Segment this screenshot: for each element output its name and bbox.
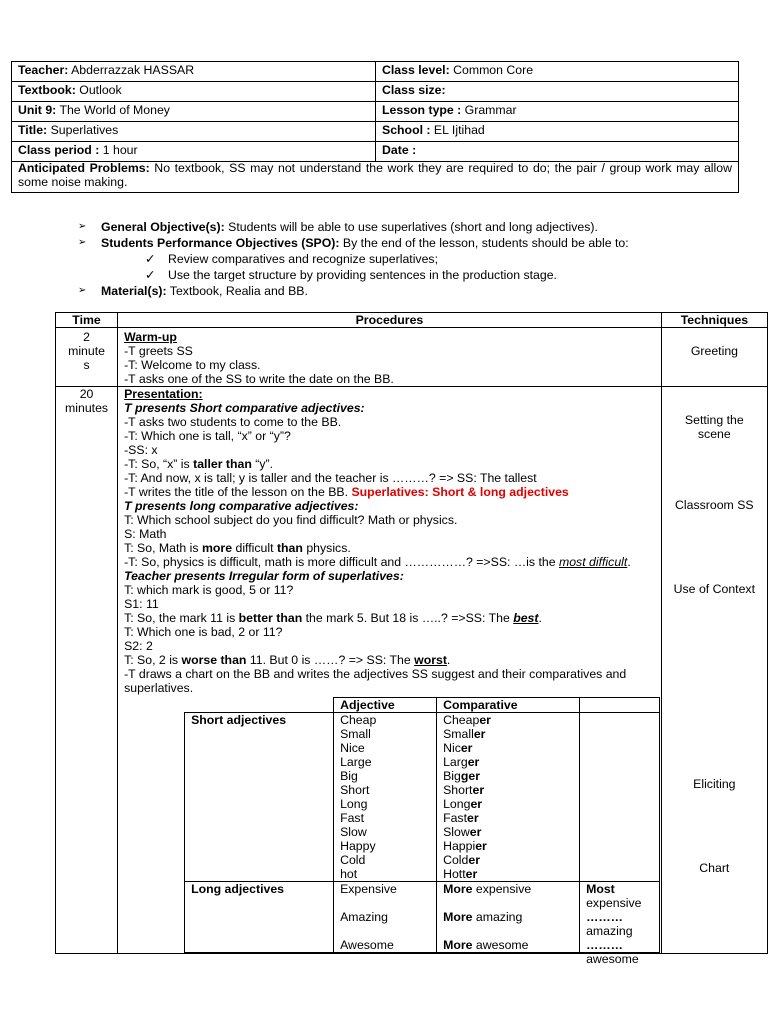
irregular-heading: Teacher presents Irregular form of superlatives:	[124, 569, 404, 583]
line-bold: best	[513, 611, 539, 625]
adjective-item: Expensive	[340, 882, 397, 896]
technique-text: Chart	[699, 861, 730, 875]
teacher-label: Teacher:	[18, 63, 69, 77]
comparative-suffix: er	[469, 825, 482, 839]
line-text: T: So, 2 is	[124, 653, 182, 667]
comparative-item	[443, 825, 573, 839]
comparative-item	[443, 741, 573, 755]
materials	[78, 283, 768, 299]
comparative-stem: Larg	[443, 755, 468, 769]
procedures-column-header: Procedures	[118, 313, 662, 328]
warmup-row	[56, 328, 768, 387]
superlative-text: amazing	[586, 924, 633, 938]
comparative-item	[443, 853, 573, 867]
comparative-suffix: er	[465, 867, 478, 881]
time-text: minute	[68, 344, 105, 358]
procedure-line: T: Which school subject do you find difficult? Math or physics.	[124, 513, 458, 527]
comparative-item	[443, 882, 573, 910]
superlative-text: awesome	[586, 952, 639, 966]
long-superlatives-list	[580, 882, 660, 966]
short-adjectives-heading: T presents Short comparative adjectives:	[124, 401, 365, 415]
lesson-type-value: Grammar	[461, 103, 517, 117]
superlative-item	[586, 882, 653, 910]
spo-item-text: Use the target structure by providing sentences in the production stage.	[168, 268, 557, 282]
line-text: the mark 5. But 18 is …..? =>SS: The	[302, 611, 514, 625]
procedure-line	[118, 541, 661, 555]
spo-item	[78, 267, 768, 283]
line-bold: more	[201, 541, 233, 555]
anticipated-problems-value: No textbook, SS may not understand the work they are required to do; the pair / group work may allow some noise making.	[18, 161, 732, 189]
procedure-line: -T draws a chart on the BB and writes the adjectives SS suggest and their comparatives and	[124, 667, 627, 681]
time-text: s	[83, 358, 90, 372]
adjective-item: Fast	[340, 811, 364, 825]
line-text: “y”.	[251, 457, 274, 471]
time-text: minutes	[65, 401, 109, 415]
objectives-section	[78, 219, 768, 299]
adjective-item: Short	[340, 783, 370, 797]
comparative-suffix: er	[468, 853, 480, 867]
superlative-column-header	[580, 698, 660, 713]
line-text: physics.	[302, 541, 351, 555]
lesson-title-highlight: Superlatives: Short & long adjectives	[351, 485, 569, 499]
school-label: School :	[382, 123, 431, 137]
line-text: -T: So, physics is difficult, math is more difficult and ……………? =>SS: …is the	[124, 555, 559, 569]
procedure-line: T: which mark is good, 5 or 11?	[124, 583, 294, 597]
procedure-line	[118, 555, 661, 569]
comparative-stem: Cold	[443, 853, 469, 867]
more-word: More	[443, 910, 473, 924]
procedures-table	[55, 312, 768, 966]
class-level-value: Common Core	[449, 63, 534, 77]
adjective-item: Nice	[340, 741, 365, 755]
procedure-line: -T asks one of the SS to write the date on the BB.	[124, 372, 394, 386]
comparative-text: amazing	[472, 910, 523, 924]
line-text: difficult	[232, 541, 277, 555]
procedure-line: -T asks two students to come to the BB.	[124, 415, 342, 429]
comparative-item	[443, 867, 573, 881]
comparative-suffix: er	[473, 727, 486, 741]
technique-text: Eliciting	[693, 777, 736, 791]
class-level-label: Class level:	[382, 63, 450, 77]
anticipated-problems-label: Anticipated Problems:	[18, 161, 150, 175]
comparative-stem: Happi	[443, 839, 476, 853]
techniques-column-header: Techniques	[661, 313, 767, 328]
date-cell	[376, 142, 739, 162]
line-bold: taller than	[193, 457, 252, 471]
chart-corner-cell	[185, 698, 334, 713]
spo-text	[101, 235, 629, 251]
comparative-stem: Fast	[443, 811, 467, 825]
class-level-cell	[376, 62, 739, 82]
warmup-heading: Warm-up	[124, 330, 177, 344]
checkmark-icon: ✓	[145, 252, 156, 266]
superlative-text: expensive	[586, 896, 642, 910]
line-text: .	[538, 611, 542, 625]
long-adjectives-list	[334, 882, 437, 953]
adjective-item: Happy	[340, 839, 376, 853]
materials-value: Textbook, Realia and BB.	[166, 284, 308, 298]
comparative-stem: Hott	[443, 867, 466, 881]
class-period-label: Class period :	[18, 143, 100, 157]
adjective-item: Big	[340, 769, 358, 783]
adjective-item: Amazing	[340, 910, 388, 924]
superlative-item	[586, 938, 653, 966]
class-size-label: Class size:	[382, 83, 446, 97]
date-label: Date :	[382, 143, 417, 157]
comparative-item	[443, 727, 573, 741]
comparative-suffix: ger	[460, 769, 480, 783]
unit-label: Unit 9:	[18, 103, 57, 117]
arrow-bullet-icon: ➢	[78, 285, 87, 296]
comparative-suffix: er	[479, 713, 491, 727]
warmup-procedures	[118, 328, 662, 387]
comparative-suffix: er	[460, 741, 473, 755]
comparative-item	[443, 910, 573, 938]
comparative-suffix: er	[467, 811, 479, 825]
adjective-item: Cold	[340, 853, 366, 867]
comparative-text: awesome	[472, 938, 529, 952]
superlative-prefix: ………	[586, 938, 623, 952]
line-text: 11. But 0 is ……? => SS: The	[246, 653, 415, 667]
presentation-techniques	[661, 387, 767, 954]
adjective-item: Slow	[340, 825, 367, 839]
line-bold: worst	[414, 653, 447, 667]
short-superlatives-cell	[580, 713, 660, 882]
procedure-line	[118, 653, 661, 667]
adjective-item: Large	[340, 755, 372, 769]
presentation-time	[56, 387, 118, 954]
adjective-item: Small	[340, 727, 371, 741]
spo-label: Students Performance Objectives (SPO):	[101, 236, 340, 250]
procedure-line: superlatives.	[124, 681, 194, 695]
spo-value: By the end of the lesson, students should be able to:	[339, 236, 629, 250]
teacher-cell	[12, 62, 376, 82]
line-text: -T: So, “x” is	[124, 457, 194, 471]
school-cell	[376, 122, 739, 142]
line-text: .	[446, 653, 451, 667]
lesson-type-cell	[376, 102, 739, 122]
line-bold: than	[276, 541, 303, 555]
technique-text: Classroom SS	[675, 498, 754, 512]
textbook-value: Outlook	[75, 83, 122, 97]
warmup-time	[56, 328, 118, 387]
long-adjectives-label: Long adjectives	[185, 882, 334, 953]
general-objective-value: Students will be able to use superlatives (short and long adjectives).	[224, 220, 598, 234]
title-label: Title:	[18, 123, 48, 137]
school-value: EL Ijtihad	[430, 123, 485, 137]
general-objective-text	[101, 219, 598, 235]
materials-label: Material(s):	[101, 284, 167, 298]
procedure-line: T: Which one is bad, 2 or 11?	[124, 625, 283, 639]
procedure-line: -T: Welcome to my class.	[124, 358, 261, 372]
procedure-line: -T greets SS	[124, 344, 193, 358]
comparative-item	[443, 783, 573, 797]
unit-cell	[12, 102, 376, 122]
presentation-procedures	[118, 387, 662, 966]
general-objective	[78, 219, 768, 235]
line-text: T: So, the mark 11 is	[124, 611, 239, 625]
comparative-item	[443, 938, 573, 952]
comparative-item	[443, 755, 573, 769]
presentation-row	[56, 387, 768, 954]
procedure-line: -T: Which one is tall, “x” or “y”?	[124, 429, 291, 443]
technique-text: Greeting	[690, 344, 738, 358]
presentation-heading: Presentation:	[124, 387, 203, 401]
title-value: Superlatives	[47, 123, 119, 137]
line-bold: worse than	[181, 653, 247, 667]
materials-text	[101, 283, 308, 299]
comparative-stem: Small	[443, 727, 474, 741]
comparative-suffix: er	[475, 839, 487, 853]
more-word: More	[443, 938, 473, 952]
time-text: 2	[83, 330, 90, 344]
technique-text: Use of Context	[673, 582, 755, 596]
warmup-technique	[661, 328, 767, 387]
class-period-value: 1 hour	[99, 143, 138, 157]
procedure-line: S2: 2	[124, 639, 153, 653]
superlative-prefix: ………	[586, 910, 623, 924]
comparative-stem: Big	[443, 769, 461, 783]
long-adjectives-heading: T presents long comparative adjectives:	[124, 499, 359, 513]
comparative-suffix: er	[472, 783, 485, 797]
comparative-stem: Nic	[443, 741, 461, 755]
comparative-item	[443, 811, 573, 825]
comparative-item	[443, 769, 573, 783]
teacher-value: Abderrazzak HASSAR	[68, 63, 195, 77]
comparative-suffix: er	[470, 797, 483, 811]
comparative-stem: Slow	[443, 825, 470, 839]
adjective-column-header: Adjective	[334, 698, 437, 713]
line-italic-underline: most difficult	[558, 555, 628, 569]
comparative-text: expensive	[472, 882, 532, 896]
procedure-line	[118, 485, 661, 499]
lesson-type-label: Lesson type :	[382, 103, 462, 117]
comparative-suffix: er	[467, 755, 480, 769]
anticipated-problems-cell	[12, 162, 739, 193]
short-comparatives-list	[437, 713, 580, 882]
procedure-line: -SS: x	[124, 443, 158, 457]
procedure-line	[118, 457, 661, 471]
lesson-header-table	[11, 61, 739, 193]
comparative-stem: Cheap	[443, 713, 480, 727]
adjective-item: Awesome	[340, 938, 394, 952]
arrow-bullet-icon: ➢	[78, 221, 87, 232]
procedure-line: -T: And now, x is tall; y is taller and the teacher is ………? => SS: The tallest	[124, 471, 537, 485]
technique-text	[662, 413, 767, 441]
line-text: T: So, Math is	[124, 541, 202, 555]
general-objective-label: General Objective(s):	[101, 220, 225, 234]
long-comparatives-list	[437, 882, 580, 953]
spo-item	[78, 251, 768, 267]
adjective-item: Long	[340, 797, 368, 811]
arrow-bullet-icon: ➢	[78, 237, 87, 248]
line-text: .	[627, 555, 631, 569]
comparative-item	[443, 713, 573, 727]
textbook-label: Textbook:	[18, 83, 76, 97]
procedure-line: S1: 11	[124, 597, 159, 611]
class-period-cell	[12, 142, 376, 162]
procedure-line	[118, 611, 661, 625]
line-bold: better than	[238, 611, 303, 625]
superlative-prefix: Most	[586, 882, 615, 896]
comparative-item	[443, 839, 573, 853]
class-size-cell	[376, 82, 739, 102]
time-column-header: Time	[56, 313, 118, 328]
technique-line: scene	[697, 427, 731, 441]
short-adjectives-label: Short adjectives	[185, 713, 334, 882]
comparative-column-header: Comparative	[437, 698, 580, 713]
comparative-item	[443, 797, 573, 811]
time-text: 20	[79, 387, 94, 401]
checkmark-icon: ✓	[145, 268, 156, 282]
superlative-item	[586, 910, 653, 938]
comparative-stem: Long	[443, 797, 471, 811]
spo-objective	[78, 235, 768, 251]
adjective-item: Cheap	[340, 713, 377, 727]
technique-line: Setting the	[684, 413, 744, 427]
short-adjectives-list	[334, 713, 437, 882]
line-text: -T writes the title of the lesson on the BB.	[124, 485, 352, 499]
title-cell	[12, 122, 376, 142]
adjective-item: hot	[340, 867, 358, 881]
spo-item-text: Review comparatives and recognize superlatives;	[168, 252, 438, 266]
textbook-cell	[12, 82, 376, 102]
adjectives-chart	[184, 697, 660, 966]
unit-value: The World of Money	[56, 103, 170, 117]
comparative-stem: Short	[443, 783, 473, 797]
more-word: More	[443, 882, 473, 896]
procedure-line: S: Math	[124, 527, 167, 541]
